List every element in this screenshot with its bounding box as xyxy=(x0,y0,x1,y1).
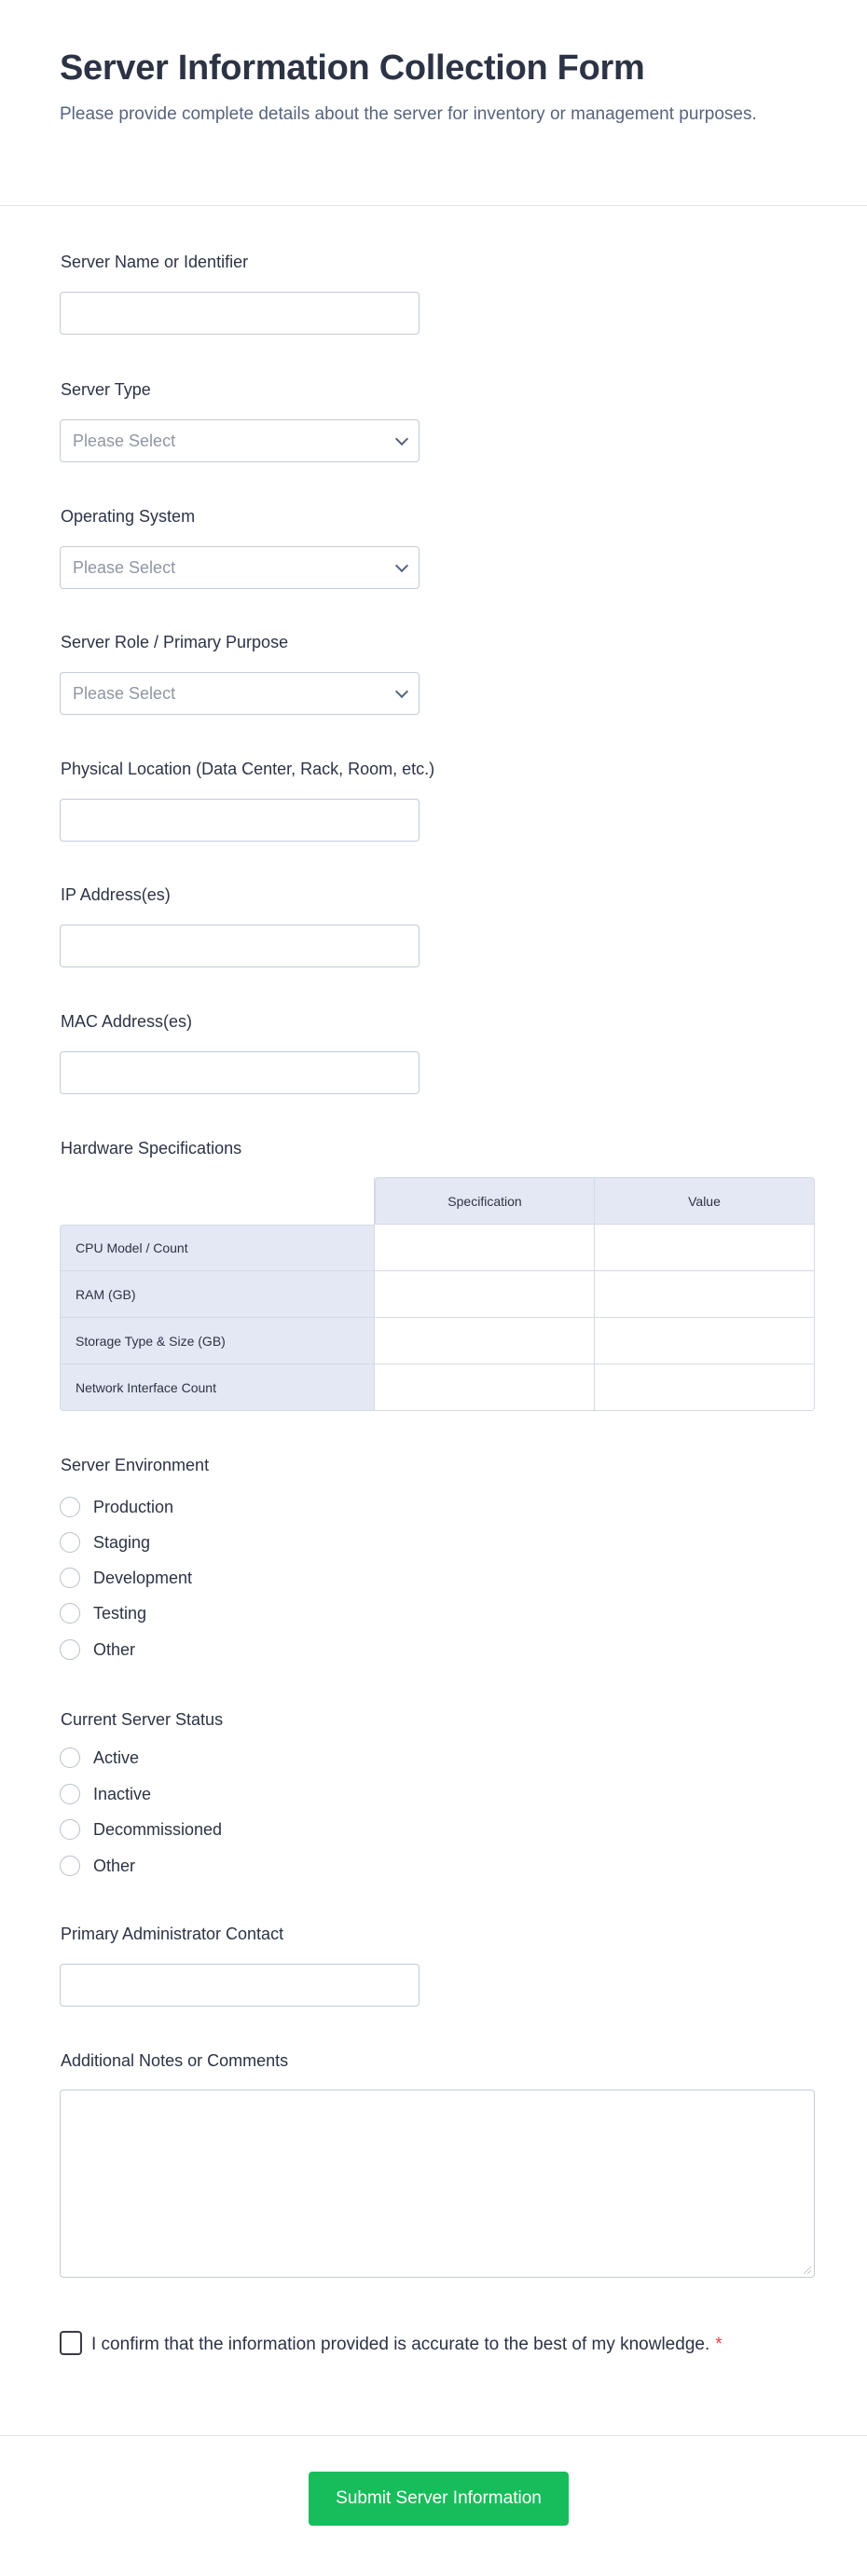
option-label: Active xyxy=(93,1747,140,1767)
server-type-placeholder: Please Select xyxy=(73,431,176,450)
option-label: Development xyxy=(93,1568,193,1587)
table-cell-input[interactable] xyxy=(595,1225,815,1271)
radio-icon[interactable] xyxy=(60,1819,80,1840)
ip-label: IP Address(es) xyxy=(61,885,171,904)
radio-icon[interactable] xyxy=(60,1784,80,1804)
table-cell-input[interactable] xyxy=(375,1271,595,1318)
server-type-label: Server Type xyxy=(61,380,151,399)
option-label: Inactive xyxy=(93,1784,152,1803)
resize-handle-icon[interactable] xyxy=(804,2267,811,2274)
row-label: Storage Type & Size (GB) xyxy=(60,1318,375,1364)
admin-label: Primary Administrator Contact xyxy=(61,1925,284,1943)
status-label: Current Server Status xyxy=(61,1710,224,1729)
column-header: Specification xyxy=(375,1177,595,1225)
mac-input[interactable] xyxy=(60,1051,420,1094)
form-description: Please provide complete details about the server for inventory or management purposes. xyxy=(60,104,757,124)
table-cell-input[interactable] xyxy=(595,1271,815,1318)
table-row xyxy=(60,1225,815,1271)
status-option[interactable] xyxy=(60,1747,139,1768)
environment-option[interactable] xyxy=(60,1603,146,1624)
location-input[interactable] xyxy=(60,799,420,842)
table-cell-input[interactable] xyxy=(595,1318,815,1364)
option-label: Testing xyxy=(93,1603,147,1623)
mac-label: MAC Address(es) xyxy=(61,1012,193,1031)
option-label: Other xyxy=(93,1639,136,1659)
option-label: Other xyxy=(93,1856,136,1875)
os-select[interactable] xyxy=(60,546,420,589)
radio-icon[interactable] xyxy=(60,1856,80,1876)
option-label: Decommissioned xyxy=(93,1819,223,1839)
option-label: Production xyxy=(93,1497,174,1516)
radio-icon[interactable] xyxy=(60,1497,80,1517)
notes-textarea[interactable] xyxy=(60,2090,815,2278)
environment-label: Server Environment xyxy=(61,1456,210,1474)
notes-label: Additional Notes or Comments xyxy=(61,2051,289,2070)
radio-icon[interactable] xyxy=(60,1568,80,1588)
admin-input[interactable] xyxy=(60,1964,420,2007)
table-cell-input[interactable] xyxy=(375,1225,595,1271)
radio-icon[interactable] xyxy=(60,1639,80,1660)
status-option[interactable] xyxy=(60,1784,151,1804)
row-label: Network Interface Count xyxy=(60,1364,375,1411)
hardware-label: Hardware Specifications xyxy=(61,1139,242,1158)
ip-input[interactable] xyxy=(60,925,420,967)
environment-option[interactable] xyxy=(60,1639,135,1660)
footer-divider xyxy=(0,2435,867,2436)
consent-field xyxy=(60,2330,768,2360)
chevron-down-icon xyxy=(395,558,408,571)
table-row xyxy=(60,1364,815,1411)
table-cell-input[interactable] xyxy=(375,1364,595,1411)
table-cell-input[interactable] xyxy=(595,1364,815,1411)
chevron-down-icon xyxy=(395,432,408,445)
required-mark: * xyxy=(715,2335,722,2354)
consent-text: I confirm that the information provided is accurate to the best of my knowledge. xyxy=(91,2335,710,2354)
consent-checkbox[interactable] xyxy=(60,2331,82,2355)
table-corner xyxy=(60,1177,375,1225)
location-label: Physical Location (Data Center, Rack, Room, etc.) xyxy=(61,760,435,778)
role-placeholder: Please Select xyxy=(73,683,176,703)
server-name-input[interactable] xyxy=(60,292,420,335)
os-placeholder: Please Select xyxy=(73,557,176,577)
role-select[interactable] xyxy=(60,672,420,715)
environment-option[interactable] xyxy=(60,1568,192,1588)
server-name-label: Server Name or Identifier xyxy=(61,253,249,271)
row-label: CPU Model / Count xyxy=(60,1225,375,1271)
column-header: Value xyxy=(595,1177,815,1225)
table-row xyxy=(60,1318,815,1364)
environment-option[interactable] xyxy=(60,1532,150,1553)
status-option[interactable] xyxy=(60,1819,222,1840)
environment-option[interactable] xyxy=(60,1497,173,1517)
server-type-select[interactable] xyxy=(60,419,420,462)
chevron-down-icon xyxy=(395,684,408,697)
hardware-table xyxy=(60,1177,815,1411)
submit-button[interactable]: Submit Server Information xyxy=(309,2472,569,2526)
role-label: Server Role / Primary Purpose xyxy=(61,633,289,651)
option-label: Staging xyxy=(93,1532,151,1552)
row-label: RAM (GB) xyxy=(60,1271,375,1318)
status-option[interactable] xyxy=(60,1856,135,1876)
radio-icon[interactable] xyxy=(60,1603,80,1624)
table-cell-input[interactable] xyxy=(375,1318,595,1364)
table-row xyxy=(60,1271,815,1318)
header-divider xyxy=(0,205,867,206)
form-title: Server Information Collection Form xyxy=(60,48,645,88)
radio-icon[interactable] xyxy=(60,1532,80,1553)
radio-icon[interactable] xyxy=(60,1747,80,1768)
os-label: Operating System xyxy=(61,507,196,526)
